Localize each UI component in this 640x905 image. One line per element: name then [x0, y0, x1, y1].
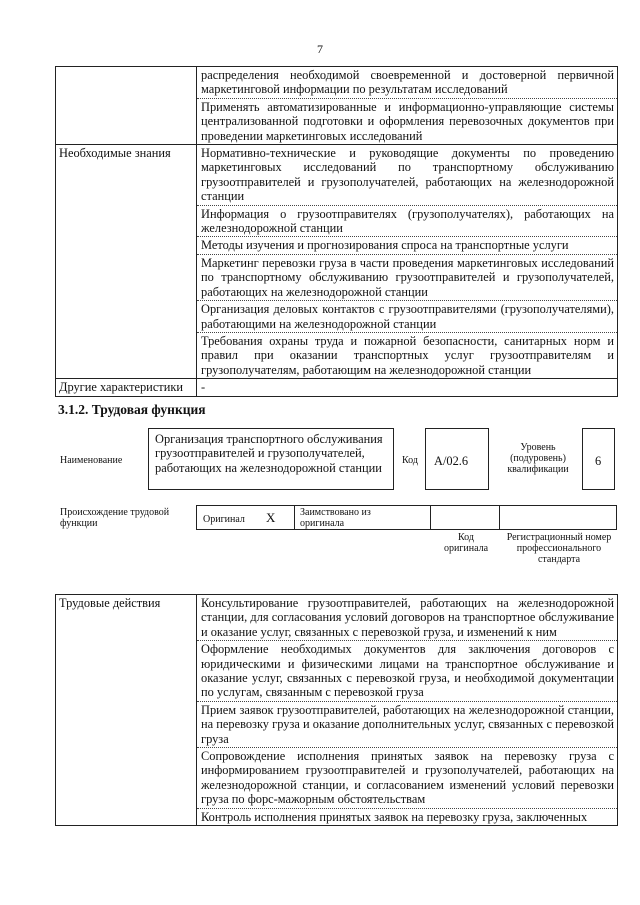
table-row	[56, 67, 618, 145]
row-label: Необходимые знания	[56, 145, 197, 379]
list-item: Консультирование грузоотправителей, работающих на железнодорожной станции, для согласования условий договоров на транспортное обслуживание и оказание услуг, связанных с перевозкой груза, и изменений к ним	[201, 596, 614, 639]
original-label: Оригинал	[203, 514, 245, 525]
labor-actions-table	[55, 594, 618, 826]
table-row	[56, 379, 618, 396]
code-caption: Код оригинала	[443, 532, 489, 554]
origin-borrowed-box	[294, 505, 431, 530]
name-label: Наименование	[60, 455, 123, 466]
list-item: -	[201, 380, 206, 395]
code-label: Код	[402, 455, 418, 466]
row-label: Другие характеристики	[56, 379, 197, 396]
row-label	[56, 67, 197, 145]
level-value: 6	[595, 454, 602, 468]
reg-caption: Регистрационный номер профессионального стандарта	[506, 532, 612, 565]
level-label: Уровень (подуровень) квалификации	[507, 442, 569, 475]
origin-label: Происхождение трудовой функции	[60, 507, 170, 529]
page-number: 7	[317, 42, 323, 56]
table-row	[56, 595, 618, 826]
code-box	[425, 428, 489, 490]
list-item: Требования охраны труда и пожарной безопасности, санитарных норм и правил при оказании транспортных услуг грузоотправителям и грузополучателям, работающим на железнодорожной станции	[197, 332, 617, 378]
list-item: Оформление необходимых документов для заключения договоров с юридическими и физическими лицами на транспортное обслуживание и оказание услуг, связанных с перевозкой груза, и необходимой документации по услугам, связанным с перевозкой груза	[197, 640, 617, 701]
list-item: Организация деловых контактов с грузоотправителями (грузополучателями), работающими на железнодорожной станции	[197, 300, 617, 332]
origin-reg-box	[499, 505, 617, 530]
skills-knowledge-table	[55, 66, 618, 397]
list-item: Методы изучения и прогнозирования спроса на транспортные услуги	[197, 236, 617, 253]
list-item: Прием заявок грузоотправителей, работающих на железнодорожной станции, на перевозку груза и оказание дополнительных услуг, связанных с перевозкой груза	[197, 701, 617, 747]
function-name: Организация транспортного обслуживания грузоотправителей и грузополучателей, работающих на железнодорожной станции	[155, 432, 383, 475]
list-item: Маркетинг перевозки груза в части проведения маркетинговых исследований по транспортному обслуживанию грузоотправителей и грузополучателей, работающих на железнодорожной станции	[197, 254, 617, 300]
level-box	[582, 428, 615, 490]
function-name-box	[148, 428, 394, 490]
origin-code-box	[430, 505, 500, 530]
list-item: Информация о грузоотправителях (грузополучателях), работающих на железнодорожной станции	[197, 205, 617, 237]
list-item: Нормативно-технические и руководящие документы по проведению маркетинговых исследований по транспортному обслуживанию грузоотправителей и грузополучателей, работающих на железнодорожной станции	[201, 146, 614, 204]
list-item: Контроль исполнения принятых заявок на перевозку груза, заключенных	[197, 808, 617, 825]
code-value: A/02.6	[434, 454, 469, 468]
list-item: Применять автоматизированные и информационно-управляющие системы централизованной подготовки и оформления перевозочных документов при проведении маркетинговых исследований	[197, 98, 617, 144]
origin-original-box	[196, 505, 295, 530]
original-mark: X	[266, 510, 276, 525]
list-item: Сопровождение исполнения принятых заявок на перевозку груза с информированием грузоотправителей и грузополучателей, работающих на железнодорожной станции, и согласованием изменений условий перевозки груза по форс-мажорным обстоятельствам	[197, 747, 617, 808]
row-label: Трудовые действия	[56, 595, 197, 826]
table-row	[56, 145, 618, 379]
section-heading: 3.1.2. Трудовая функция	[58, 402, 206, 417]
list-item: распределения необходимой своевременной и достоверной первичной маркетинговой информации по результатам исследований	[201, 68, 614, 97]
borrowed-label: Заимствовано из оригинала	[300, 507, 371, 529]
